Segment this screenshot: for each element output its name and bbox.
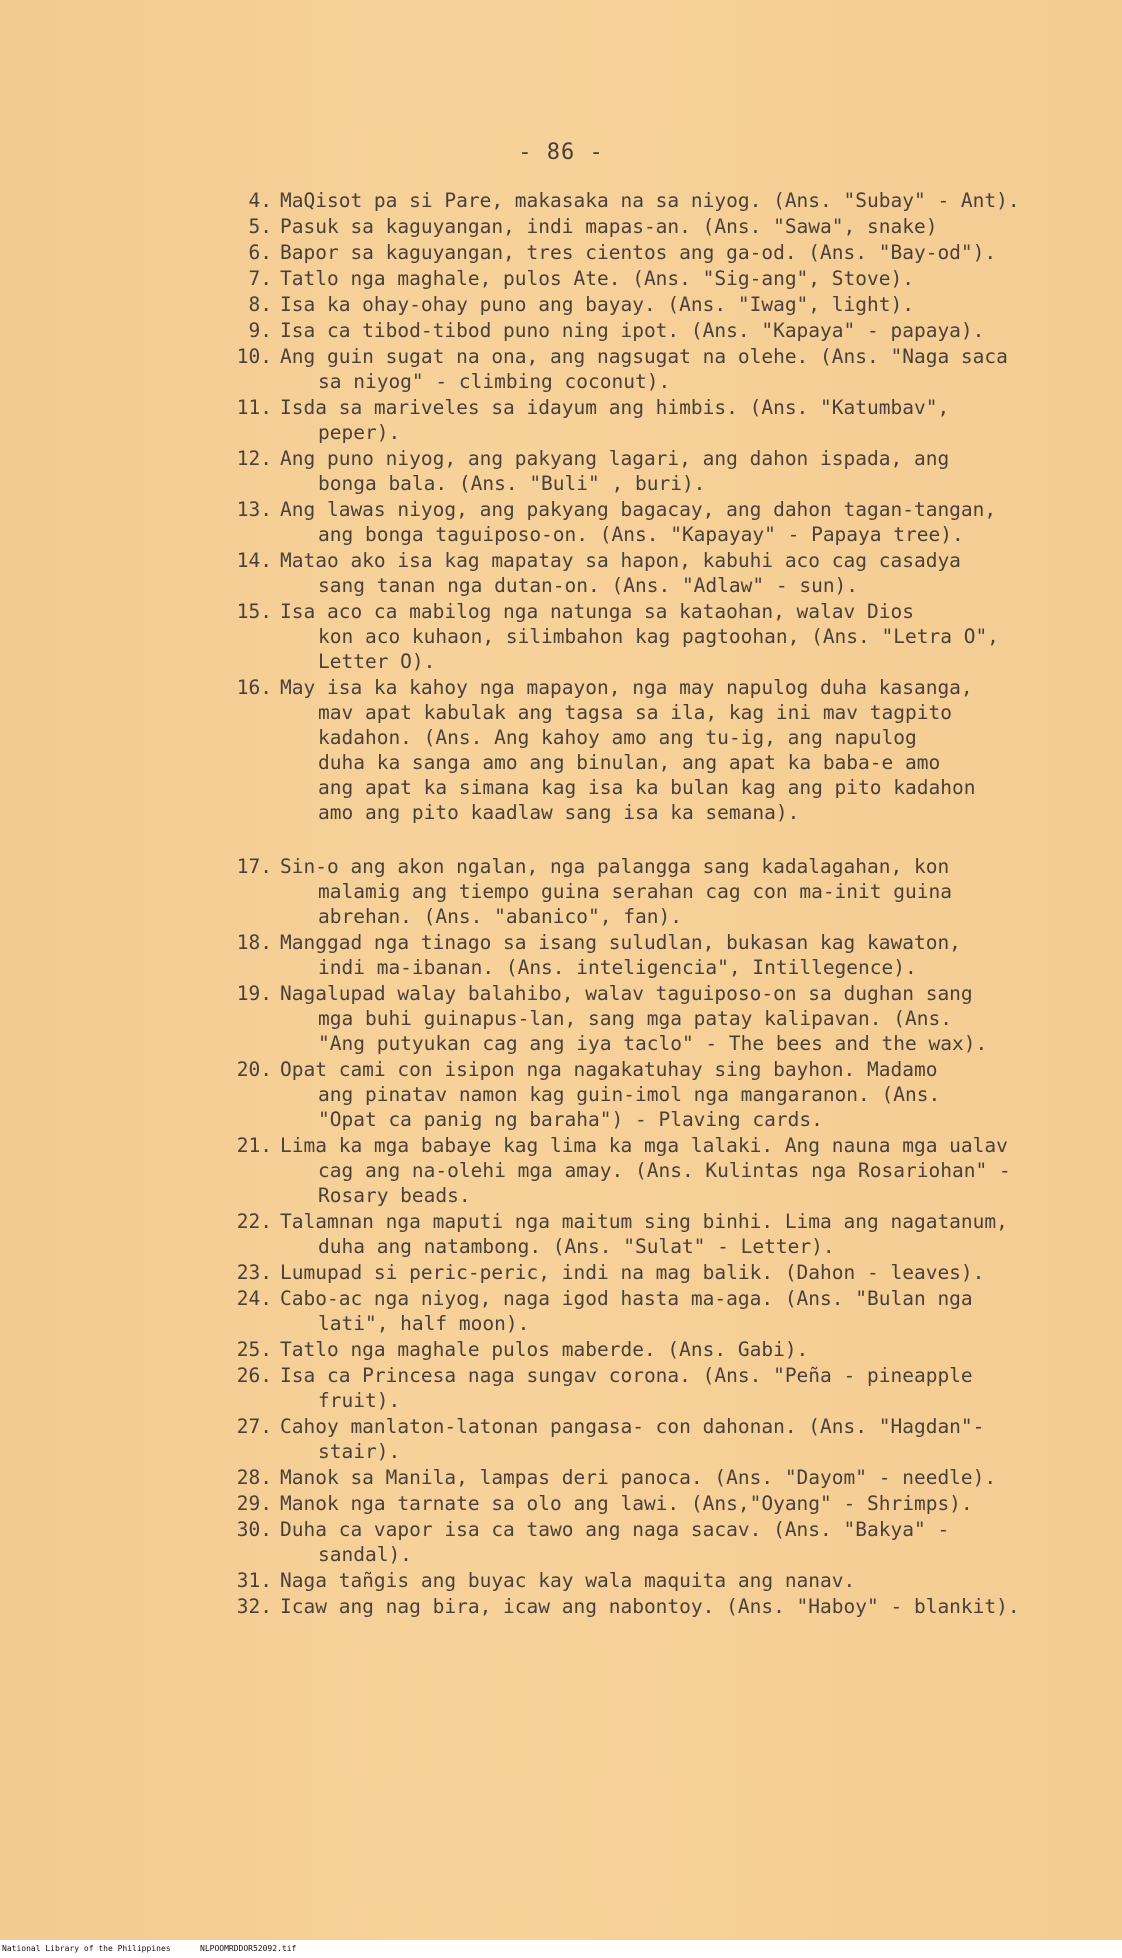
riddle-text-line: Isa ca tibod-tibod puno ning ipot. (Ans. "Kapaya" - papaya). xyxy=(280,319,985,342)
riddle-number: 26. xyxy=(236,1364,272,1387)
scan-footer xyxy=(0,1940,1122,1958)
riddle-number: 24. xyxy=(236,1287,272,1310)
riddle-entry xyxy=(0,292,1122,317)
entry-gap xyxy=(0,826,1122,854)
riddle-entry xyxy=(0,930,1122,980)
riddle-text-line: Nagalupad walay balahibo, walav taguiposo-on sa dughan sang xyxy=(280,982,973,1005)
riddle-entry xyxy=(0,1286,1122,1336)
riddle-entry xyxy=(0,1260,1122,1285)
riddle-text-line: fruit). xyxy=(318,1389,401,1412)
riddle-entry xyxy=(0,599,1122,674)
riddle-text-line: Manggad nga tinago sa isang suludlan, bukasan kag kawaton, xyxy=(280,931,961,954)
riddle-text-line: Matao ako isa kag mapatay sa hapon, kabuhi aco cag casadya xyxy=(280,549,961,572)
riddle-number: 31. xyxy=(236,1569,272,1592)
riddle-number: 13. xyxy=(236,498,272,521)
riddle-text-line: May isa ka kahoy nga mapayon, nga may napulog duha kasanga, xyxy=(280,676,973,699)
riddle-entry xyxy=(0,1491,1122,1516)
riddle-number: 20. xyxy=(236,1058,272,1081)
riddle-text-line: Pasuk sa kaguyangan, indi mapas-an. (Ans. "Sawa", snake) xyxy=(280,215,938,238)
riddle-entry xyxy=(0,344,1122,394)
riddle-entry xyxy=(0,1337,1122,1362)
riddle-text-line: Naga tañgis ang buyac kay wala maquita ang nanav. xyxy=(280,1569,856,1592)
riddle-number: 30. xyxy=(236,1518,272,1541)
riddle-number: 27. xyxy=(236,1415,272,1438)
riddle-text-line: sang tanan nga dutan-on. (Ans. "Adlaw" - sun). xyxy=(318,574,859,597)
riddle-text-line: "Ang putyukan cag ang iya taclo" - The bees and the wax). xyxy=(318,1032,988,1055)
riddle-number: 17. xyxy=(236,855,272,878)
riddle-number: 16. xyxy=(236,676,272,699)
riddle-entry xyxy=(0,497,1122,547)
riddle-text-line: Cahoy manlaton-latonan pangasa- con dahonan. (Ans. "Hagdan"- xyxy=(280,1415,985,1438)
riddle-text-line: Cabo-ac nga niyog, naga igod hasta ma-aga. (Ans. "Bulan nga xyxy=(280,1287,973,1310)
riddle-text-line: Tatlo nga maghale, pulos Ate. (Ans. "Sig-ang", Stove). xyxy=(280,267,914,290)
riddle-number: 23. xyxy=(236,1261,272,1284)
riddle-text-line: cag ang na-olehi mga amay. (Ans. Kulintas nga Rosariohan" - xyxy=(318,1159,1011,1182)
riddle-text-line: Isa aco ca mabilog nga natunga sa kataohan, walav Dios xyxy=(280,600,914,623)
riddle-text-line: duha ka sanga amo ang binulan, ang apat ka baba-e amo xyxy=(318,751,941,774)
riddle-text-line: kon aco kuhaon, silimbahon kag pagtoohan, (Ans. "Letra O", xyxy=(318,625,999,648)
riddle-number: 6. xyxy=(248,241,272,264)
riddle-text-line: sa niyog" - climbing coconut). xyxy=(318,370,671,393)
riddle-text-line: Rosary beads. xyxy=(318,1184,471,1207)
riddle-text-line: Tatlo nga maghale pulos maberde. (Ans. Gabi). xyxy=(280,1338,809,1361)
riddle-entry xyxy=(0,1414,1122,1464)
riddle-entry xyxy=(0,675,1122,825)
riddle-text-line: Talamnan nga maputi nga maitum sing binhi. Lima ang nagatanum, xyxy=(280,1210,1008,1233)
riddle-number: 21. xyxy=(236,1134,272,1157)
riddle-text-line: ang apat ka simana kag isa ka bulan kag ang pito kadahon xyxy=(318,776,976,799)
riddle-text-line: Sin-o ang akon ngalan, nga palangga sang kadalagahan, kon xyxy=(280,855,950,878)
riddle-text-line: Manok sa Manila, lampas deri panoca. (Ans. "Dayom" - needle). xyxy=(280,1466,997,1489)
riddle-text-line: Duha ca vapor isa ca tawo ang naga sacav. (Ans. "Bakya" - xyxy=(280,1518,950,1541)
riddle-text-line: peper). xyxy=(318,421,401,444)
riddle-entry xyxy=(0,1057,1122,1132)
riddle-entry xyxy=(0,1594,1122,1619)
riddle-text-line: mav apat kabulak ang tagsa sa ila, kag ini mav tagpito xyxy=(318,701,952,724)
riddle-text-line: MaQisot pa si Pare, makasaka na sa niyog. (Ans. "Subay" - Ant). xyxy=(280,189,1020,212)
riddle-text-line: Bapor sa kaguyangan, tres cientos ang ga-od. (Ans. "Bay-od"). xyxy=(280,241,997,264)
riddle-text-line: Icaw ang nag bira, icaw ang nabontoy. (Ans. "Haboy" - blankit). xyxy=(280,1595,1020,1618)
riddle-entry xyxy=(0,1465,1122,1490)
riddle-text-line: kadahon. (Ans. Ang kahoy amo ang tu-ig, ang napulog xyxy=(318,726,917,749)
riddle-number: 25. xyxy=(236,1338,272,1361)
riddle-number: 8. xyxy=(248,293,272,316)
page-number: - 86 - xyxy=(518,140,604,165)
riddle-text-line: Lima ka mga babaye kag lima ka mga lalaki. Ang nauna mga ualav xyxy=(280,1134,1008,1157)
riddle-text-line: Isa ka ohay-ohay puno ang bayay. (Ans. "Iwag", light). xyxy=(280,293,914,316)
riddle-entry xyxy=(0,240,1122,265)
riddle-text-line: Ang guin sugat na ona, ang nagsugat na olehe. (Ans. "Naga saca xyxy=(280,345,1008,368)
riddle-text-line: ang bonga taguiposo-on. (Ans. "Kapayay" - Papaya tree). xyxy=(318,523,964,546)
riddle-number: 9. xyxy=(248,319,272,342)
riddle-number: 19. xyxy=(236,982,272,1005)
riddle-text-line: malamig ang tiempo guina serahan cag con ma-init guina xyxy=(318,880,952,903)
riddle-number: 12. xyxy=(236,447,272,470)
riddle-number: 4. xyxy=(248,189,272,212)
riddle-text-line: abrehan. (Ans. "abanico", fan). xyxy=(318,905,682,928)
riddle-text-line: Opat cami con isipon nga nagakatuhay sing bayhon. Madamo xyxy=(280,1058,938,1081)
riddle-number: 32. xyxy=(236,1595,272,1618)
riddle-text-line: sandal). xyxy=(318,1543,412,1566)
footer-library-name: National Library of the Philippines xyxy=(2,1944,171,1953)
riddle-text-line: stair). xyxy=(318,1440,401,1463)
footer-file-name: NLPOOMRDDOR52092.tif xyxy=(200,1944,297,1953)
riddle-text-line: amo ang pito kaadlaw sang isa ka semana). xyxy=(318,801,800,824)
riddle-text-line: duha ang natambong. (Ans. "Sulat" - Letter). xyxy=(318,1235,835,1258)
riddle-text-line: Isda sa mariveles sa idayum ang himbis. (Ans. "Katumbav", xyxy=(280,396,950,419)
riddle-text-line: ang pinatav namon kag guin-imol nga mangaranon. (Ans. xyxy=(318,1083,941,1106)
riddle-text-line: "Opat ca panig ng baraha") - Plaving cards. xyxy=(318,1108,823,1131)
riddle-entry xyxy=(0,1568,1122,1593)
riddle-entry xyxy=(0,395,1122,445)
riddle-text-line: bonga bala. (Ans. "Buli" , buri). xyxy=(318,472,706,495)
riddle-number: 18. xyxy=(236,931,272,954)
riddle-text-line: indi ma-ibanan. (Ans. inteligencia", Intillegence). xyxy=(318,956,917,979)
riddle-number: 22. xyxy=(236,1210,272,1233)
riddle-text-line: Manok nga tarnate sa olo ang lawi. (Ans,"Oyang" - Shrimps). xyxy=(280,1492,973,1515)
riddle-number: 11. xyxy=(236,396,272,419)
riddle-entry xyxy=(0,548,1122,598)
riddle-text-line: Ang puno niyog, ang pakyang lagari, ang dahon ispada, ang xyxy=(280,447,950,470)
riddle-entry xyxy=(0,266,1122,291)
riddle-entry xyxy=(0,1363,1122,1413)
riddle-entry xyxy=(0,188,1122,213)
riddle-number: 29. xyxy=(236,1492,272,1515)
riddle-number: 28. xyxy=(236,1466,272,1489)
riddle-text-line: Lumupad si peric-peric, indi na mag balik. (Dahon - leaves). xyxy=(280,1261,985,1284)
riddle-number: 14. xyxy=(236,549,272,572)
riddle-entry xyxy=(0,981,1122,1056)
riddle-text-line: Ang lawas niyog, ang pakyang bagacay, ang dahon tagan-tangan, xyxy=(280,498,997,521)
riddle-text-line: Letter O). xyxy=(318,650,436,673)
riddle-entry xyxy=(0,1133,1122,1208)
riddle-text-line: Isa ca Princesa naga sungav corona. (Ans. "Peña - pineapple xyxy=(280,1364,973,1387)
riddle-entry xyxy=(0,854,1122,929)
riddle-number: 7. xyxy=(248,267,272,290)
riddle-entry xyxy=(0,214,1122,239)
riddle-entry xyxy=(0,1209,1122,1259)
riddle-text-line: lati", half moon). xyxy=(318,1312,530,1335)
riddle-number: 5. xyxy=(248,215,272,238)
riddle-entry xyxy=(0,446,1122,496)
riddle-entry xyxy=(0,1517,1122,1567)
riddle-number: 15. xyxy=(236,600,272,623)
riddle-number: 10. xyxy=(236,345,272,368)
riddle-entry xyxy=(0,318,1122,343)
riddle-list xyxy=(0,188,1122,1620)
riddle-text-line: mga buhi guinapus-lan, sang mga patay kalipavan. (Ans. xyxy=(318,1007,952,1030)
